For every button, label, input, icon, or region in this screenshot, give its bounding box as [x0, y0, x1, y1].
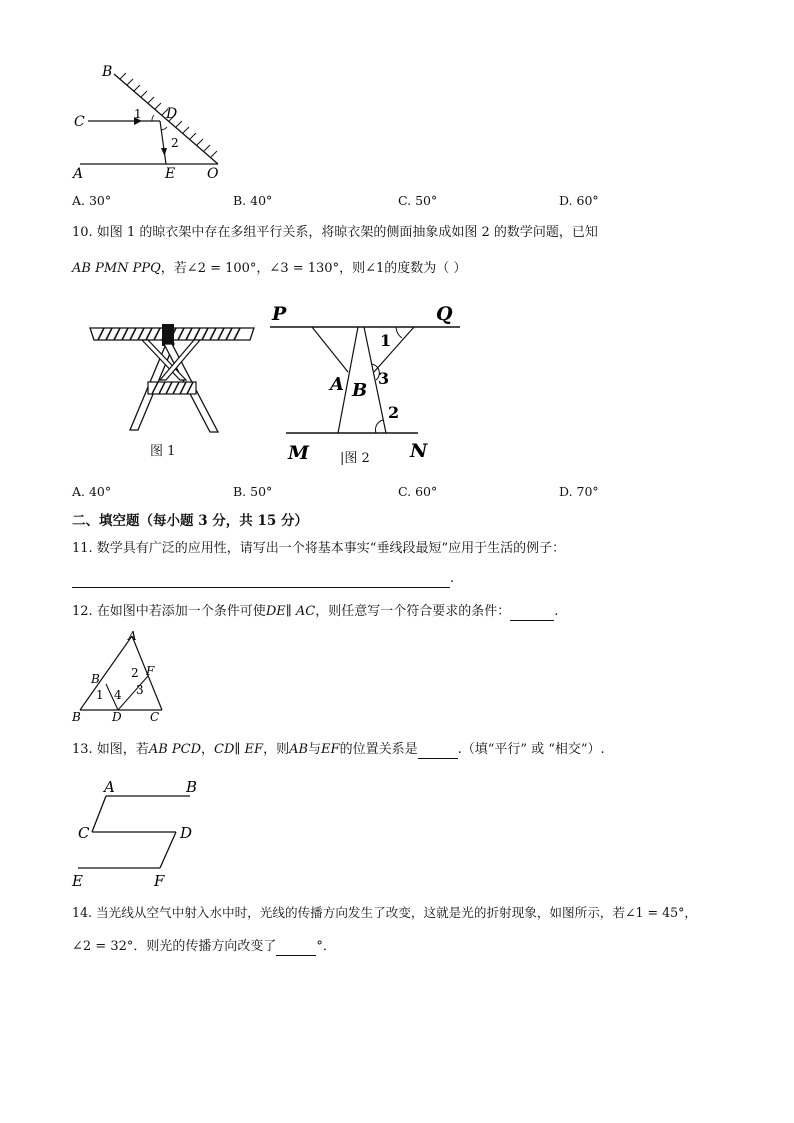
q9-option-d[interactable]: D. 60° — [559, 193, 599, 208]
q13-text-after: 的位置关系是 — [339, 742, 418, 757]
q12-label-d: D — [112, 710, 122, 724]
q12-label-c: C — [150, 710, 160, 724]
q12-text-before: 12. 在如图中若添加一个条件可使 — [72, 604, 266, 619]
q9-figure — [70, 60, 240, 185]
q9-label-a: A — [73, 166, 84, 182]
q13-label-f: F — [154, 872, 165, 890]
q13-label-c: C — [78, 824, 90, 842]
q9-label-e: E — [165, 166, 176, 182]
q10-fig2-label-p: P — [272, 303, 287, 325]
q13-yu: 与 — [308, 742, 322, 757]
q12-question — [72, 603, 558, 621]
q9-label-d: D — [166, 106, 178, 122]
q9-label-o: O — [207, 166, 219, 182]
q12-label-b-lower: B — [72, 710, 81, 724]
q14-question-line1: 14. 当光线从空气中射入水中时，光线的传播方向发生了改变，这就是光的折射现象，如图所示，若∠1 = 45°， — [72, 905, 698, 920]
section2-heading: 二、填空题（每小题 3 分，共 15 分） — [72, 513, 308, 529]
q10-figure2-caption: |图 2 — [340, 451, 370, 466]
q10-figure1-drying-rack — [86, 320, 256, 442]
q10-option-c[interactable]: C. 60° — [398, 484, 438, 499]
q13-label-b: B — [186, 778, 198, 796]
q13-answer-blank[interactable] — [418, 744, 458, 759]
q10-question-line1: 10. 如图 1 的晾衣架中存在多组平行关系，将晾衣架的侧面抽象成如图 2 的数学问题，已知 — [72, 225, 598, 240]
q13-end: .（填“平行” 或 “相交”）. — [457, 742, 605, 757]
q12-math-de-parallel-ac: DE∥ AC — [265, 604, 316, 619]
q12-angle-3: 3 — [136, 683, 144, 697]
q14-end: °． — [316, 939, 336, 954]
q14-answer-blank[interactable] — [276, 941, 316, 956]
q14-text: ∠2 = 32°．则光的传播方向改变了 — [72, 939, 277, 954]
q9-angle-1: 1 — [134, 107, 142, 121]
q14-question-line2 — [72, 938, 336, 956]
q12-label-f: F — [146, 664, 155, 678]
q10-fig2-angle-3: 3 — [378, 369, 390, 388]
q13-label-a: A — [104, 778, 115, 796]
q10-fig2-label-m: M — [288, 442, 310, 464]
q12-angle-4: 4 — [114, 688, 122, 702]
q9-label-c: C — [74, 114, 85, 130]
q13-label-d: D — [180, 824, 193, 842]
q12-angle-1: 1 — [96, 688, 104, 702]
q9-option-c[interactable]: C. 50° — [398, 193, 438, 208]
q12-period: . — [554, 604, 559, 619]
q9-angle-2: 2 — [171, 136, 179, 150]
q10-fig2-label-n: N — [410, 440, 428, 462]
q10-question-rest: ，若∠2 = 100°，∠3 = 130°，则∠1的度数为（ ） — [160, 261, 467, 276]
q13-figure — [70, 776, 210, 891]
q10-fig2-label-a: A — [330, 374, 344, 395]
q9-label-b: B — [102, 64, 113, 80]
q13-label-e: E — [72, 872, 83, 890]
q13-math-ab-parallel-cd: AB PCD — [148, 742, 202, 757]
q10-fig2-label-q: Q — [436, 303, 453, 325]
q10-figure2 — [268, 296, 468, 468]
q12-answer-blank[interactable] — [510, 606, 554, 621]
q13-ef: EF — [321, 742, 340, 757]
q12-label-b-upper: B — [91, 672, 100, 686]
q11-question: 11. 数学具有广泛的应用性，请写出一个将基本事实“垂线段最短”应用于生活的例子： — [72, 541, 566, 556]
q11-period: . — [450, 571, 455, 586]
q13-text-mid: ，则 — [263, 742, 290, 757]
q13-text-before: 13. 如图，若 — [72, 742, 149, 757]
q12-text-after: ，则任意写一个符合要求的条件： — [315, 604, 511, 619]
q10-fig2-angle-1: 1 — [380, 331, 392, 350]
q10-fig2-label-b: B — [352, 380, 368, 401]
q12-angle-2: 2 — [131, 666, 139, 680]
q9-option-b[interactable]: B. 40° — [233, 193, 273, 208]
q13-question: 13. 如图，若AB PCD，CD∥ EF，则AB与EF的位置关系是 .（填“平行” 或 “相交”）. — [72, 742, 605, 757]
q9-option-a[interactable]: A. 30° — [72, 193, 112, 208]
q10-figure1-caption: 图 1 — [150, 444, 176, 459]
q11-answer-blank[interactable] — [72, 573, 450, 588]
q10-fig2-angle-2: 2 — [388, 403, 400, 422]
q13-ab: AB — [289, 742, 309, 757]
q10-question-line2 — [72, 260, 466, 278]
q10-option-a[interactable]: A. 40° — [72, 484, 112, 499]
q10-option-d[interactable]: D. 70° — [559, 484, 599, 499]
q11-answer-line — [72, 570, 454, 588]
q13-math-cd-parallel-ef: CD∥ EF — [214, 742, 264, 757]
q12-label-a: A — [128, 629, 137, 643]
q10-option-b[interactable]: B. 50° — [233, 484, 273, 499]
q12-figure-triangle — [68, 628, 178, 726]
q10-math-parallel: AB PMN PPQ — [72, 261, 161, 276]
